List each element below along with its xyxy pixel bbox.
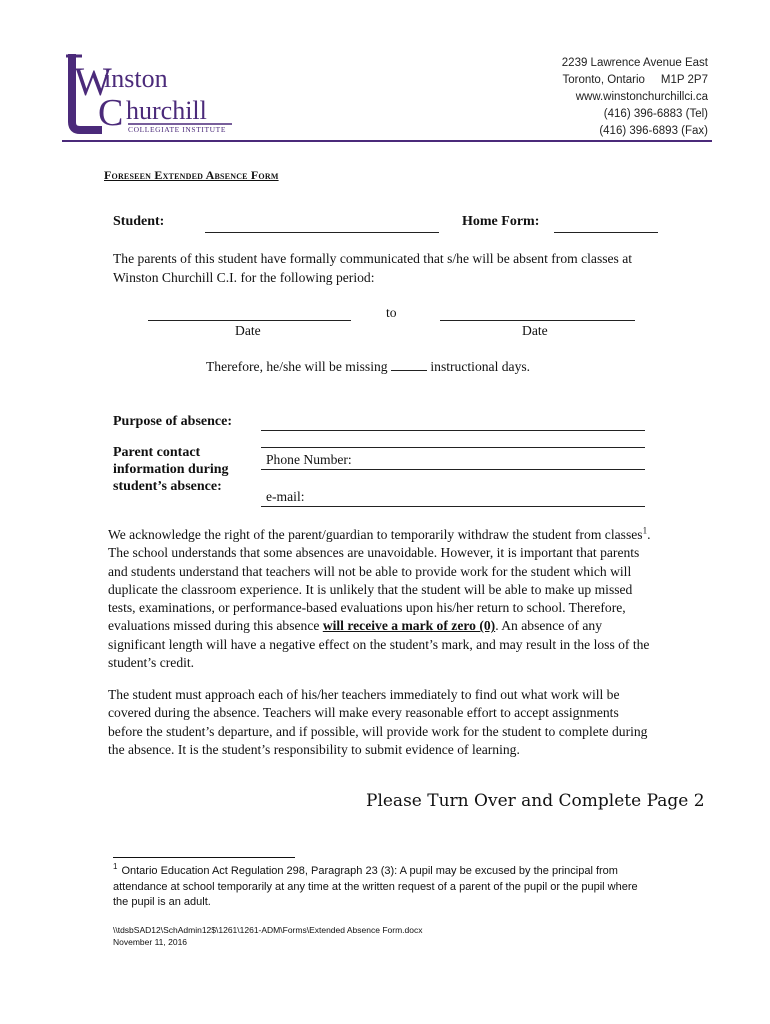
start-date-caption: Date [235, 323, 261, 338]
parent-contact-label-line-3: student’s absence: [113, 479, 222, 494]
document-date: November 11, 2016 [113, 936, 188, 947]
end-date-line[interactable] [440, 320, 635, 321]
ack-text-b: . The school understands that some absences are unavoidable. However, it is important that parents and students understand that teachers will not be able to provide work for the student which will duplicate the classroom experience. It is unlikely that the student will be able to make up missed tests, examinations, or performance-based evaluations upon his/her return to school. Therefore, evaluations missed during this absence [108, 527, 651, 634]
address-tel: (416) 396-6883 (Tel) [603, 108, 708, 120]
purpose-label: Purpose of absence: [113, 414, 232, 429]
intro-text: The parents of this student have formally communicated that s/he will be absent from classes at Winston Churchill C.I. for the following period: [113, 251, 633, 285]
missing-days-before: Therefore, he/she will be missing [206, 359, 388, 374]
phone-label: Phone Number: [266, 452, 352, 467]
footnote-marker: 1 [113, 862, 118, 872]
footnote-ref: 1 [642, 525, 648, 536]
document-footer [113, 925, 422, 948]
logo-word-hurchill: hurchill [126, 96, 207, 125]
missing-days-blank[interactable] [391, 358, 427, 371]
turn-over-notice: Please Turn Over and Complete Page 2 [366, 791, 705, 811]
logo-subtitle: COLLEGIATE INSTITUTE [128, 125, 227, 134]
logo-word-inston: inston [104, 64, 168, 93]
address-fax: (416) 396-6893 (Fax) [599, 125, 708, 137]
missing-days-after: instructional days. [430, 359, 531, 374]
end-date-caption: Date [522, 323, 548, 338]
zero-mark-warning: will receive a mark of zero (0) [322, 618, 496, 634]
student-responsibility-paragraph: The student must approach each of his/her teachers immediately to find out what work will be covered during the absence. Teachers will make every reasonable effort to accept assignments before the student’s departure, and if possible, will provide work for the student to complete during the absence. It is the student’s responsibility to submit evidence of learning. [108, 687, 648, 757]
contact-top-line [261, 447, 645, 448]
school-logo [62, 50, 262, 134]
parent-contact-label [113, 444, 229, 495]
purpose-line[interactable] [261, 430, 645, 431]
home-form-line[interactable] [554, 232, 658, 233]
address-city: Toronto, Ontario M1P 2P7 [562, 74, 708, 86]
home-form-label: Home Form: [462, 214, 540, 229]
logo-letter-c: C [98, 92, 124, 134]
student-name-line[interactable] [205, 232, 439, 233]
address-street: 2239 Lawrence Avenue East [561, 57, 708, 69]
header-divider [62, 140, 712, 142]
footnote [113, 864, 653, 911]
email-line[interactable] [261, 506, 645, 507]
file-path: \\tdsbSAD12\SchAdmin12$\1261\1261-ADM\Forms\Extended Absence Form.docx [113, 925, 423, 935]
ack-text-c: . An absence of any significant length will have a negative effect on the student’s mark, and may result in the loss of the student’s credit. [108, 618, 650, 671]
footnote-text: Ontario Education Act Regulation 298, Paragraph 23 (3): A pupil may be excused by the principal from attendance at school temporarily at any time at the written request of a parent of the pupil or the pupil where the pupil is an adult. [113, 865, 638, 908]
footnote-divider [113, 857, 295, 858]
logo-letter-w: W [74, 59, 112, 104]
student-label: Student: [113, 214, 165, 229]
to-label: to [386, 305, 397, 320]
parent-contact-label-line-2: information during [113, 462, 229, 477]
address-website: www.winstonchurchillci.ca [575, 91, 708, 103]
parent-contact-label-line-1: Parent contact [113, 445, 201, 460]
form-title: Foreseen Extended Absence Form [104, 168, 279, 182]
start-date-line[interactable] [148, 320, 351, 321]
missing-days-sentence [206, 358, 530, 377]
acknowledgement-paragraph [108, 526, 653, 672]
phone-line[interactable] [261, 469, 645, 470]
ack-text-a: We acknowledge the right of the parent/guardian to temporarily withdraw the student from classes [108, 527, 643, 542]
email-label: e-mail: [266, 489, 305, 504]
school-address [562, 55, 708, 140]
